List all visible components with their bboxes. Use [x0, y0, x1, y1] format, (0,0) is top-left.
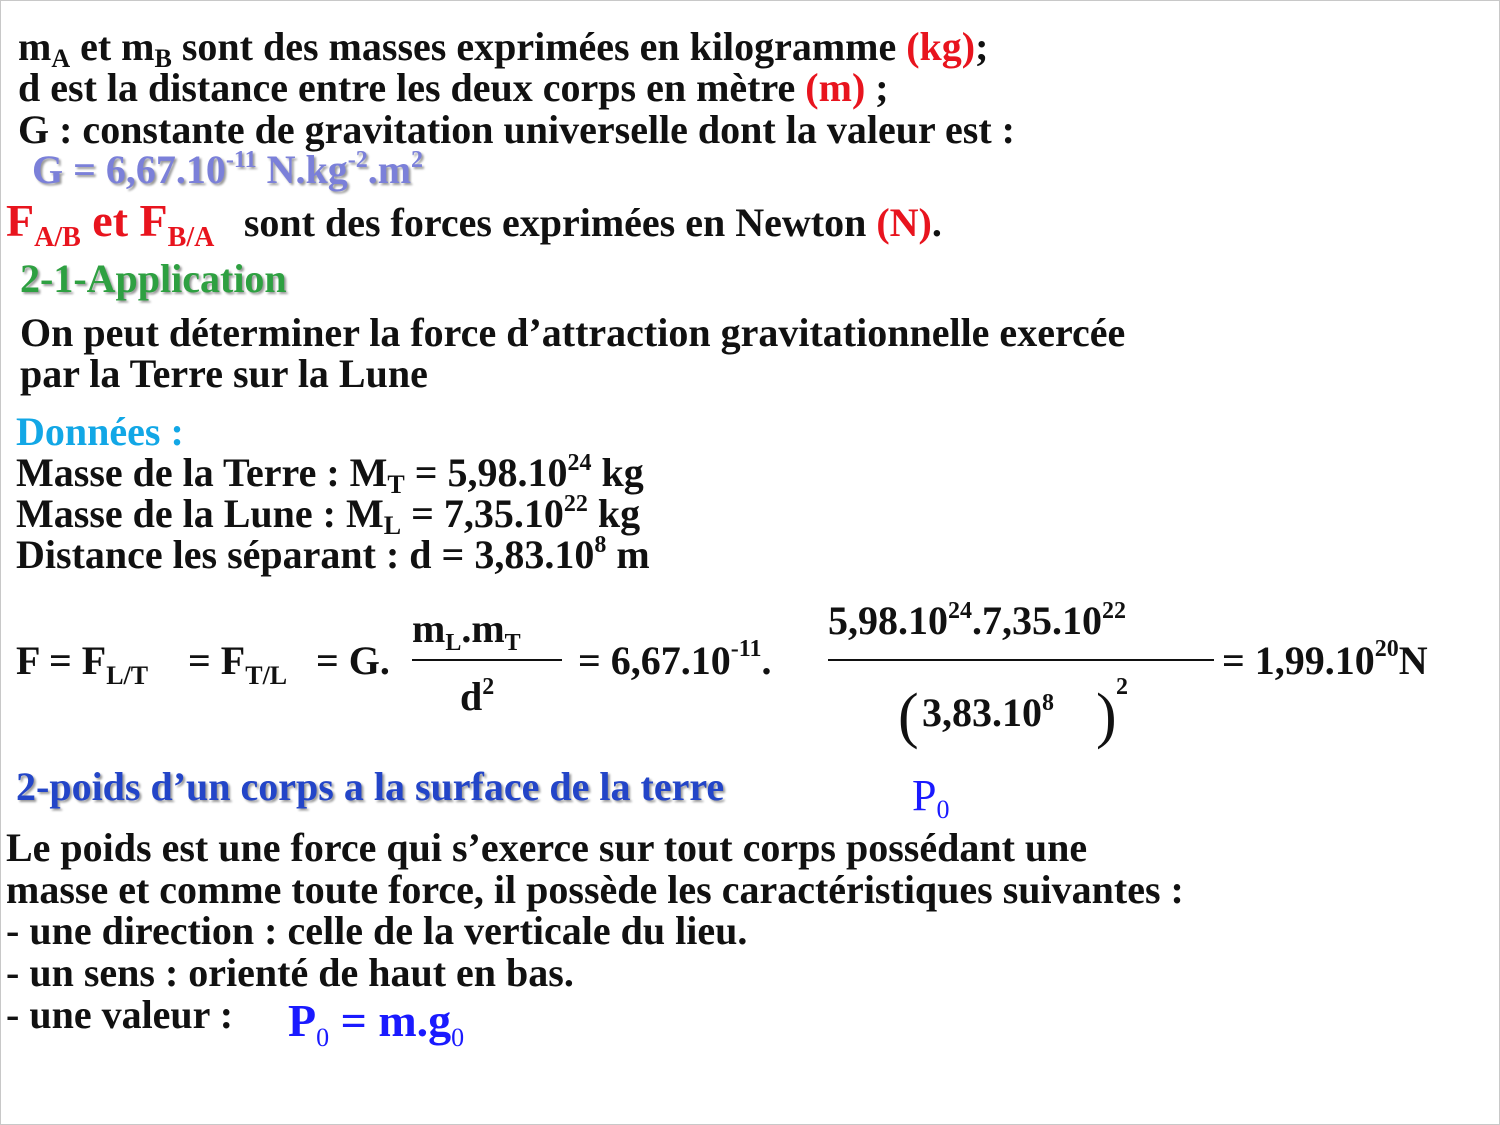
poids-formula — [288, 995, 465, 1052]
formula-numerator: $m_L.m_T$ — [412, 606, 521, 656]
masse-lune-value: = 7,35.10 — [401, 491, 564, 536]
masse-lune-sub: L — [383, 511, 402, 540]
distance-unit: m — [606, 532, 650, 577]
right-paren: ) — [1096, 682, 1117, 750]
masse-terre-exp: 24 — [567, 450, 592, 476]
formula-f-tl: = $F_{T/L}$ — [188, 638, 288, 690]
forces-text: sont des forces exprimées en Newton — [243, 200, 877, 245]
application-text-1: On peut déterminer la force d’attraction gravitationnelle exercée — [20, 310, 1126, 355]
mass-b-symbol: et m — [70, 24, 155, 69]
masses-text: sont des masses exprimées en kilogramme — [171, 24, 907, 69]
g-constant-line: G : constante de gravitation universelle dont la valeur est : — [18, 107, 1015, 152]
force-ab-symbol: F — [6, 195, 35, 246]
masse-lune-unit: kg — [587, 491, 641, 536]
masse-terre-value: = 5,98.10 — [404, 450, 568, 495]
g-value-exp2: -2 — [347, 147, 368, 173]
masse-terre-sub: T — [387, 470, 405, 499]
masse-terre — [16, 450, 644, 499]
masses-line — [18, 24, 989, 73]
g-value-tail: .m — [367, 147, 412, 192]
mass-a-symbol: m — [18, 24, 52, 69]
formula-denominator: $d^2$ — [460, 674, 495, 719]
mass-a-subscript: A — [51, 44, 71, 73]
formula-g: = G. — [316, 638, 390, 683]
big-den-power: 2 — [1116, 674, 1128, 700]
n-unit: (N) — [876, 200, 932, 245]
poids-line-2: masse et comme toute force, il possède les caractéristiques suivantes : — [6, 867, 1184, 912]
force-ba-symbol: et F — [80, 195, 168, 246]
left-paren: ( — [898, 682, 919, 750]
formula-big-denominator: 3,83.10$^8$ — [922, 690, 1054, 735]
g-value — [32, 147, 424, 192]
distance-label: Distance les séparant : d = 3,83.10 — [16, 532, 595, 577]
masse-terre-unit: kg — [591, 450, 644, 495]
poids-formula-p-sub: 0 — [316, 1023, 330, 1052]
p0-letter: P — [912, 771, 937, 820]
formula-g-value: = $6,67.10^{-11}$. — [578, 636, 772, 683]
poids-formula-eq: = m.g — [329, 995, 452, 1046]
poids-valeur-label: - une valeur : — [6, 992, 234, 1037]
forces-text-wrap — [244, 200, 942, 245]
poids-heading: 2-poids d’un corps a la surface de la terre — [16, 764, 725, 809]
g-value-exp1: -11 — [225, 147, 257, 173]
distance-terre-lune — [16, 532, 650, 577]
poids-line-1: Le poids est une force qui s’exerce sur tout corps possédant une — [6, 825, 1088, 870]
application-text-2: par la Terre sur la Lune — [20, 351, 428, 396]
donnees-heading: Données : — [16, 409, 184, 454]
p0-symbol — [912, 771, 950, 824]
distance-exp: 8 — [594, 532, 607, 558]
poids-sens: - un sens : orienté de haut en bas. — [6, 950, 574, 995]
masse-terre-label: Masse de la Terre : M — [16, 450, 388, 495]
poids-direction: - une direction : celle de la verticale du lieu. — [6, 908, 748, 953]
g-value-lead: G = 6,67.10 — [32, 147, 226, 192]
forces-symbols — [6, 195, 226, 253]
distance-def-end: ; — [865, 65, 889, 110]
masse-lune-exp: 22 — [563, 491, 588, 517]
poids-formula-p: P — [288, 995, 317, 1046]
masse-lune — [16, 491, 641, 540]
distance-def-line — [18, 65, 889, 110]
formula-result: = $1,99.10^{20}N$ — [1222, 636, 1428, 683]
g-value-exp3: 2 — [411, 147, 424, 173]
g-value-mid: N.kg — [256, 147, 348, 192]
force-ab-subscript: A/B — [34, 222, 81, 253]
p0-subscript: 0 — [936, 795, 950, 824]
poids-formula-g-sub: 0 — [451, 1023, 465, 1052]
formula-big-numerator: 5,98.10$^{24}$.7,35.10$^{22}$ — [828, 598, 1126, 643]
masse-lune-label: Masse de la Lune : M — [16, 491, 384, 536]
gravitation-formula — [0, 590, 1500, 755]
forces-line — [6, 195, 942, 253]
formula-f: $F = F_{L/T}$ — [16, 638, 149, 690]
mass-b-subscript: B — [154, 44, 172, 73]
force-ba-subscript: B/A — [167, 222, 215, 253]
m-unit: (m) — [805, 65, 866, 110]
forces-end: . — [931, 200, 942, 245]
masses-end: ; — [975, 24, 989, 69]
distance-def-text: d est la distance entre les deux corps en mètre — [18, 65, 806, 110]
application-heading: 2-1-Application — [20, 256, 287, 301]
kg-unit: (kg) — [906, 24, 976, 69]
